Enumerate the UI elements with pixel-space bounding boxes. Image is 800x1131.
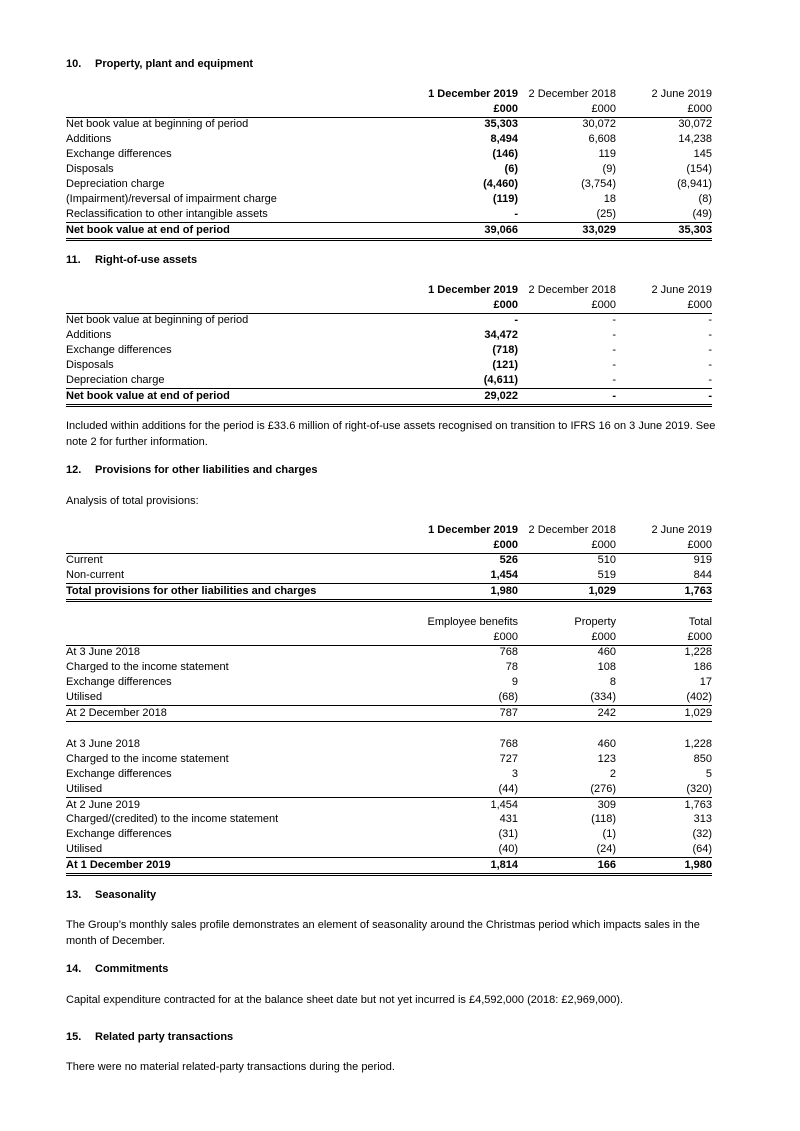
cell-value: 850 [693, 753, 712, 765]
table-row [66, 660, 712, 675]
table-row [66, 857, 712, 876]
cell-value: - [708, 390, 712, 402]
table-row [66, 388, 712, 407]
cell-value: 78 [505, 661, 518, 673]
row-label: Disposals [66, 359, 114, 371]
table-row [66, 222, 712, 241]
row-label: Exchange differences [66, 676, 172, 688]
cell-value: 30,072 [582, 118, 616, 130]
cell-value: (3,754) [581, 178, 616, 190]
section-heading-13: 13. Seasonality [66, 889, 157, 901]
cell-value: 2 [609, 768, 616, 780]
cell-value: - [708, 329, 712, 341]
row-label: Additions [66, 133, 112, 145]
cell-value: 431 [499, 813, 518, 825]
cell-value: 1,029 [684, 707, 712, 719]
cell-value: (49) [692, 208, 712, 220]
table-row [66, 147, 712, 162]
table-row [66, 782, 712, 797]
cell-value: - [514, 208, 518, 220]
cell-value: 18 [603, 193, 616, 205]
row-label: Net book value at beginning of period [66, 118, 249, 130]
table-row [66, 752, 712, 767]
section-heading-15: 15. Related party transactions [66, 1031, 234, 1043]
cell-value: - [612, 390, 616, 402]
row-label: Utilised [66, 783, 103, 795]
row-label: Current [66, 554, 103, 566]
cell-value: (276) [590, 783, 616, 795]
table-row [66, 328, 712, 343]
table-row [66, 690, 712, 705]
cell-value: (24) [596, 843, 616, 855]
cell-value: 309 [597, 799, 616, 811]
table-header-row: 1 December 2019 2 December 2018 2 June 2019 [428, 524, 712, 536]
cell-value: 768 [499, 646, 518, 658]
cell-value: (31) [498, 828, 518, 840]
row-label: Charged/(credited) to the income statement [66, 813, 279, 825]
cell-value: - [612, 329, 616, 341]
table-row [66, 192, 712, 207]
cell-value: - [708, 344, 712, 356]
cell-value: (118) [591, 813, 616, 825]
row-label: Utilised [66, 691, 103, 703]
cell-value: 1,228 [684, 738, 712, 750]
cell-value: (1) [602, 828, 616, 840]
cell-value: - [708, 359, 712, 371]
cell-value: 1,029 [588, 585, 616, 597]
cell-value: (32) [692, 828, 712, 840]
row-label: Additions [66, 329, 112, 341]
row-label: Depreciation charge [66, 178, 165, 190]
cell-value: 1,763 [684, 799, 712, 811]
cell-value: 5 [705, 768, 712, 780]
cell-value: 6,608 [588, 133, 616, 145]
row-label: Exchange differences [66, 828, 172, 840]
section-heading-11: 11. Right-of-use assets [66, 254, 198, 266]
cell-value: 919 [693, 554, 712, 566]
table-row [66, 313, 712, 328]
related-party-paragraph: There were no material related-party transactions during the period. [66, 1061, 395, 1073]
provisions-intro: Analysis of total provisions: [66, 495, 199, 507]
cell-value: 30,072 [678, 118, 712, 130]
cell-value: 1,454 [490, 569, 518, 581]
cell-value: 313 [693, 813, 712, 825]
cell-value: - [514, 314, 518, 326]
cell-value: 166 [597, 859, 616, 871]
table-row [66, 343, 712, 358]
cell-value: 1,763 [684, 585, 712, 597]
section-heading-14: 14. Commitments [66, 963, 169, 975]
cell-value: (40) [498, 843, 518, 855]
cell-value: 242 [597, 707, 616, 719]
row-label: Net book value at end of period [66, 390, 230, 402]
table-units-row: £000 £000 £000 [66, 298, 712, 314]
cell-value: 39,066 [484, 224, 518, 236]
cell-value: 519 [597, 569, 616, 581]
cell-value: 768 [499, 738, 518, 750]
cell-value: 9 [511, 676, 518, 688]
row-label: At 3 June 2018 [66, 646, 141, 658]
cell-value: 8,494 [490, 133, 518, 145]
cell-value: (718) [492, 344, 518, 356]
cell-value: (6) [504, 163, 518, 175]
row-label: Utilised [66, 843, 103, 855]
cell-value: 1,980 [490, 585, 518, 597]
cell-value: 186 [693, 661, 712, 673]
table-row [66, 583, 712, 602]
table-row [66, 645, 712, 660]
row-label: Charged to the income statement [66, 661, 229, 673]
cell-value: (25) [596, 208, 616, 220]
cell-value: 17 [699, 676, 712, 688]
cell-value: - [708, 314, 712, 326]
cell-value: 34,472 [484, 329, 518, 341]
cell-value: (334) [590, 691, 616, 703]
cell-value: 510 [597, 554, 616, 566]
cell-value: 844 [693, 569, 712, 581]
table-row [66, 358, 712, 373]
table-row [66, 705, 712, 722]
cell-value: (402) [686, 691, 712, 703]
seasonality-paragraph: The Group’s monthly sales profile demonstrates an element of seasonality around the Christmas period which impacts sales in the month of December. [66, 919, 700, 947]
row-label: Exchange differences [66, 148, 172, 160]
table-row [66, 797, 712, 813]
table-row [66, 177, 712, 192]
row-label: Exchange differences [66, 768, 172, 780]
section-heading-12: 12. Provisions for other liabilities and charges [66, 464, 318, 476]
row-label: Exchange differences [66, 344, 172, 356]
table-units-row: £000 £000 £000 [66, 538, 712, 554]
row-label: Net book value at beginning of period [66, 314, 249, 326]
cell-value: 526 [499, 554, 518, 566]
cell-value: 35,303 [678, 224, 712, 236]
cell-value: 787 [499, 707, 518, 719]
cell-value: 14,238 [678, 133, 712, 145]
cell-value: 1,814 [490, 859, 518, 871]
cell-value: (320) [686, 783, 712, 795]
cell-value: (4,460) [483, 178, 518, 190]
table-row [66, 162, 712, 177]
table-row [66, 207, 712, 222]
table-row [66, 812, 712, 827]
cell-value: 33,029 [582, 224, 616, 236]
cell-value: - [612, 344, 616, 356]
row-label: At 3 June 2018 [66, 738, 141, 750]
cell-value: 460 [597, 738, 616, 750]
row-label: At 2 June 2019 [66, 799, 141, 811]
cell-value: 35,303 [484, 118, 518, 130]
table-header-row: 1 December 2019 2 December 2018 2 June 2019 [428, 284, 712, 296]
table-row [66, 373, 712, 388]
row-label: (Impairment)/reversal of impairment charge [66, 193, 277, 205]
cell-value: - [612, 314, 616, 326]
cell-value: 145 [693, 148, 712, 160]
row-label: Depreciation charge [66, 374, 165, 386]
cell-value: (64) [692, 843, 712, 855]
cell-value: (8) [698, 193, 712, 205]
table-row [66, 737, 712, 752]
cell-value: (121) [492, 359, 518, 371]
table-row [66, 117, 712, 132]
cell-value: 727 [499, 753, 518, 765]
cell-value: - [612, 359, 616, 371]
row-label: At 1 December 2019 [66, 859, 171, 871]
section-heading-10: 10. Property, plant and equipment [66, 58, 254, 70]
cell-value: (146) [492, 148, 518, 160]
table-row [66, 132, 712, 147]
cell-value: (44) [498, 783, 518, 795]
cell-value: 460 [597, 646, 616, 658]
row-label: Charged to the income statement [66, 753, 229, 765]
cell-value: (9) [602, 163, 616, 175]
movement-header-row: Employee benefits Property Total [427, 616, 712, 628]
cell-value: - [612, 374, 616, 386]
movement-units-row: £000 £000 £000 [66, 630, 712, 646]
row-label: Total provisions for other liabilities and charges [66, 585, 317, 597]
cell-value: 1,980 [684, 859, 712, 871]
cell-value: (8,941) [677, 178, 712, 190]
table-row [66, 568, 712, 583]
row-label: Non-current [66, 569, 125, 581]
rou-note-paragraph: Included within additions for the period is £33.6 million of right-of-use assets recognised on transition to IFRS 16 on 3 June 2019. See note 2 for further information. [66, 420, 716, 448]
table-row [66, 842, 712, 857]
cell-value: 119 [598, 148, 616, 160]
commitments-paragraph: Capital expenditure contracted for at the balance sheet date but not yet incurred is £4,592,000 (2018: £2,969,000). [66, 994, 624, 1006]
cell-value: (154) [686, 163, 712, 175]
cell-value: 3 [511, 768, 518, 780]
cell-value: 123 [597, 753, 616, 765]
row-label: Disposals [66, 163, 114, 175]
table-row [66, 553, 712, 568]
table-row [66, 767, 712, 782]
table-units-row: £000 £000 £000 [66, 102, 712, 118]
table-row [66, 827, 712, 842]
cell-value: 108 [597, 661, 616, 673]
table-row [66, 675, 712, 690]
cell-value: 1,228 [684, 646, 712, 658]
cell-value: 29,022 [484, 390, 518, 402]
cell-value: (4,611) [483, 374, 518, 386]
cell-value: - [708, 374, 712, 386]
row-label: Reclassification to other intangible assets [66, 208, 268, 220]
cell-value: 8 [609, 676, 616, 688]
cell-value: 1,454 [490, 799, 518, 811]
row-label: At 2 December 2018 [66, 707, 167, 719]
table-header-row: 1 December 2019 2 December 2018 2 June 2019 [428, 88, 712, 100]
row-label: Net book value at end of period [66, 224, 230, 236]
cell-value: (68) [498, 691, 518, 703]
cell-value: (119) [492, 193, 518, 205]
